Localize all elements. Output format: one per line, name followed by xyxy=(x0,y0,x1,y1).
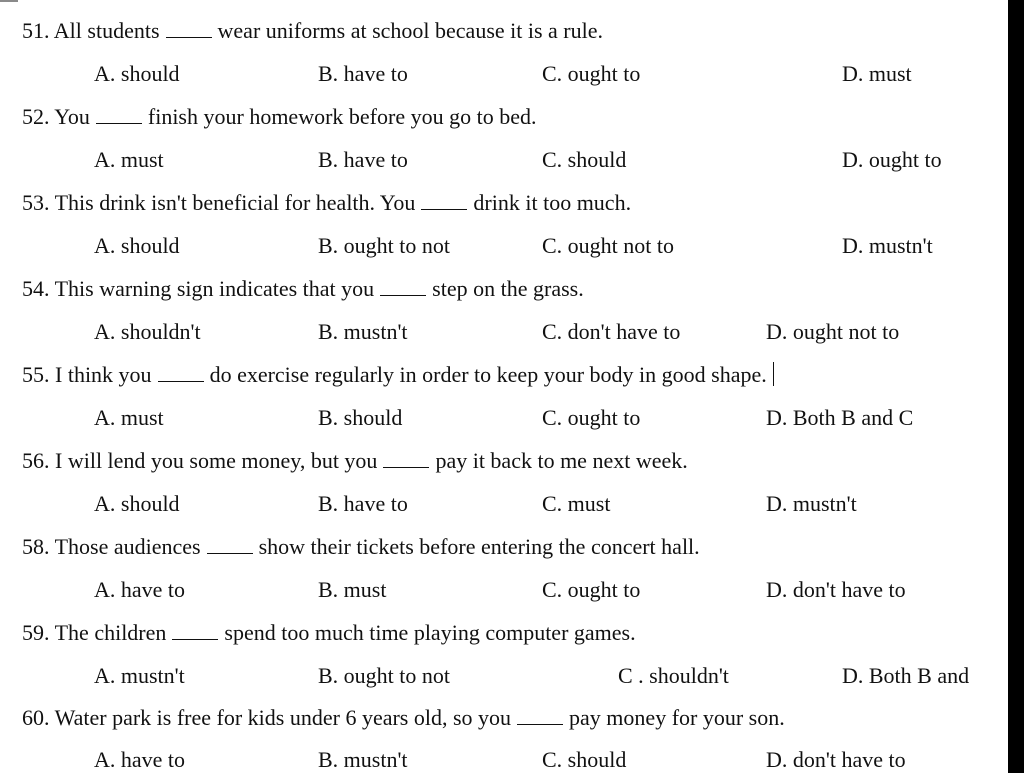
question-number: 58. xyxy=(22,534,50,559)
option-b[interactable]: B. have to xyxy=(318,491,408,516)
option-c[interactable]: C. must xyxy=(542,491,611,516)
answer-blank xyxy=(383,449,429,468)
options-59 xyxy=(0,661,1008,691)
option-c[interactable]: C. should xyxy=(542,747,627,772)
question-stem-before: The children xyxy=(54,620,167,645)
question-58 xyxy=(22,532,700,562)
options-56 xyxy=(0,489,1008,519)
option-b[interactable]: B. mustn't xyxy=(318,747,408,772)
options-55 xyxy=(0,403,1008,433)
question-56 xyxy=(22,446,688,476)
option-d[interactable]: D. don't have to xyxy=(766,747,906,772)
question-stem-before: This drink isn't beneficial for health. You xyxy=(54,190,416,215)
question-number: 53. xyxy=(22,190,50,215)
answer-blank xyxy=(380,277,426,296)
window-border-right xyxy=(1008,0,1024,773)
option-d[interactable]: D. don't have to xyxy=(766,577,906,602)
answer-blank xyxy=(172,621,218,640)
option-a[interactable]: A. should xyxy=(94,233,180,258)
option-d[interactable]: D. mustn't xyxy=(842,233,933,258)
option-c[interactable]: C. ought not to xyxy=(542,233,675,258)
question-number: 56. xyxy=(22,448,50,473)
question-53 xyxy=(22,188,631,218)
answer-blank xyxy=(421,191,467,210)
question-stem-after: spend too much time playing computer games. xyxy=(224,620,636,645)
question-number: 54. xyxy=(22,276,50,301)
answer-blank xyxy=(96,105,142,124)
question-number: 59. xyxy=(22,620,50,645)
option-a[interactable]: A. must xyxy=(94,405,164,430)
question-number: 55. xyxy=(22,362,50,387)
option-b[interactable]: B. have to xyxy=(318,147,408,172)
question-59 xyxy=(22,618,636,648)
option-d[interactable]: D. ought not to xyxy=(766,319,900,344)
option-d[interactable]: D. mustn't xyxy=(766,491,857,516)
option-b[interactable]: B. ought to not xyxy=(318,233,451,258)
option-a[interactable]: A. mustn't xyxy=(94,663,185,688)
question-stem-after: wear uniforms at school because it is a rule. xyxy=(217,18,604,43)
question-51 xyxy=(22,16,603,46)
option-d[interactable]: D. must xyxy=(842,61,912,86)
option-c[interactable]: C. ought to xyxy=(542,61,641,86)
option-b[interactable]: B. must xyxy=(318,577,387,602)
option-a[interactable]: A. should xyxy=(94,61,180,86)
question-stem-before: Water park is free for kids under 6 years old, so you xyxy=(54,705,512,730)
question-number: 52. xyxy=(22,104,50,129)
question-stem-after: do exercise regularly in order to keep your body in good shape. xyxy=(209,362,767,387)
option-b[interactable]: B. should xyxy=(318,405,403,430)
question-stem-before: I think you xyxy=(55,362,152,387)
options-58 xyxy=(0,575,1008,605)
option-c[interactable]: C. don't have to xyxy=(542,319,681,344)
option-d[interactable]: D. Both B and C xyxy=(766,405,914,430)
option-b[interactable]: B. mustn't xyxy=(318,319,408,344)
question-number: 51. xyxy=(22,18,50,43)
options-60 xyxy=(0,745,1008,775)
question-52 xyxy=(22,102,536,132)
question-stem-before: All students xyxy=(53,18,160,43)
question-60 xyxy=(22,703,785,733)
options-52 xyxy=(0,145,1008,175)
question-stem-after: pay money for your son. xyxy=(569,705,785,730)
question-55 xyxy=(22,360,774,390)
options-53 xyxy=(0,231,1008,261)
options-54 xyxy=(0,317,1008,347)
question-stem-before: I will lend you some money, but you xyxy=(55,448,378,473)
question-stem-after: finish your homework before you go to bed. xyxy=(147,104,537,129)
option-a[interactable]: A. must xyxy=(94,147,164,172)
option-a[interactable]: A. shouldn't xyxy=(94,319,201,344)
question-number: 60. xyxy=(22,705,50,730)
question-stem-after: show their tickets before entering the concert hall. xyxy=(258,534,700,559)
answer-blank xyxy=(517,706,563,725)
question-stem-before: This warning sign indicates that you xyxy=(54,276,375,301)
option-c[interactable]: C . shouldn't xyxy=(618,663,729,688)
question-54 xyxy=(22,274,584,304)
option-c[interactable]: C. ought to xyxy=(542,405,641,430)
question-stem-after: drink it too much. xyxy=(473,190,632,215)
option-a[interactable]: A. have to xyxy=(94,577,186,602)
question-stem-after: pay it back to me next week. xyxy=(435,448,688,473)
option-a[interactable]: A. have to xyxy=(94,747,186,772)
answer-blank xyxy=(166,19,212,38)
option-d[interactable]: D. Both B and xyxy=(842,663,970,688)
option-d[interactable]: D. ought to xyxy=(842,147,942,172)
option-c[interactable]: C. ought to xyxy=(542,577,641,602)
question-stem-before: You xyxy=(54,104,90,129)
text-cursor xyxy=(773,362,775,386)
options-51 xyxy=(0,59,1008,89)
option-b[interactable]: B. have to xyxy=(318,61,408,86)
option-c[interactable]: C. should xyxy=(542,147,627,172)
question-stem-before: Those audiences xyxy=(54,534,201,559)
option-a[interactable]: A. should xyxy=(94,491,180,516)
option-b[interactable]: B. ought to not xyxy=(318,663,451,688)
answer-blank xyxy=(207,535,253,554)
question-stem-after: step on the grass. xyxy=(432,276,584,301)
answer-blank xyxy=(158,363,204,382)
